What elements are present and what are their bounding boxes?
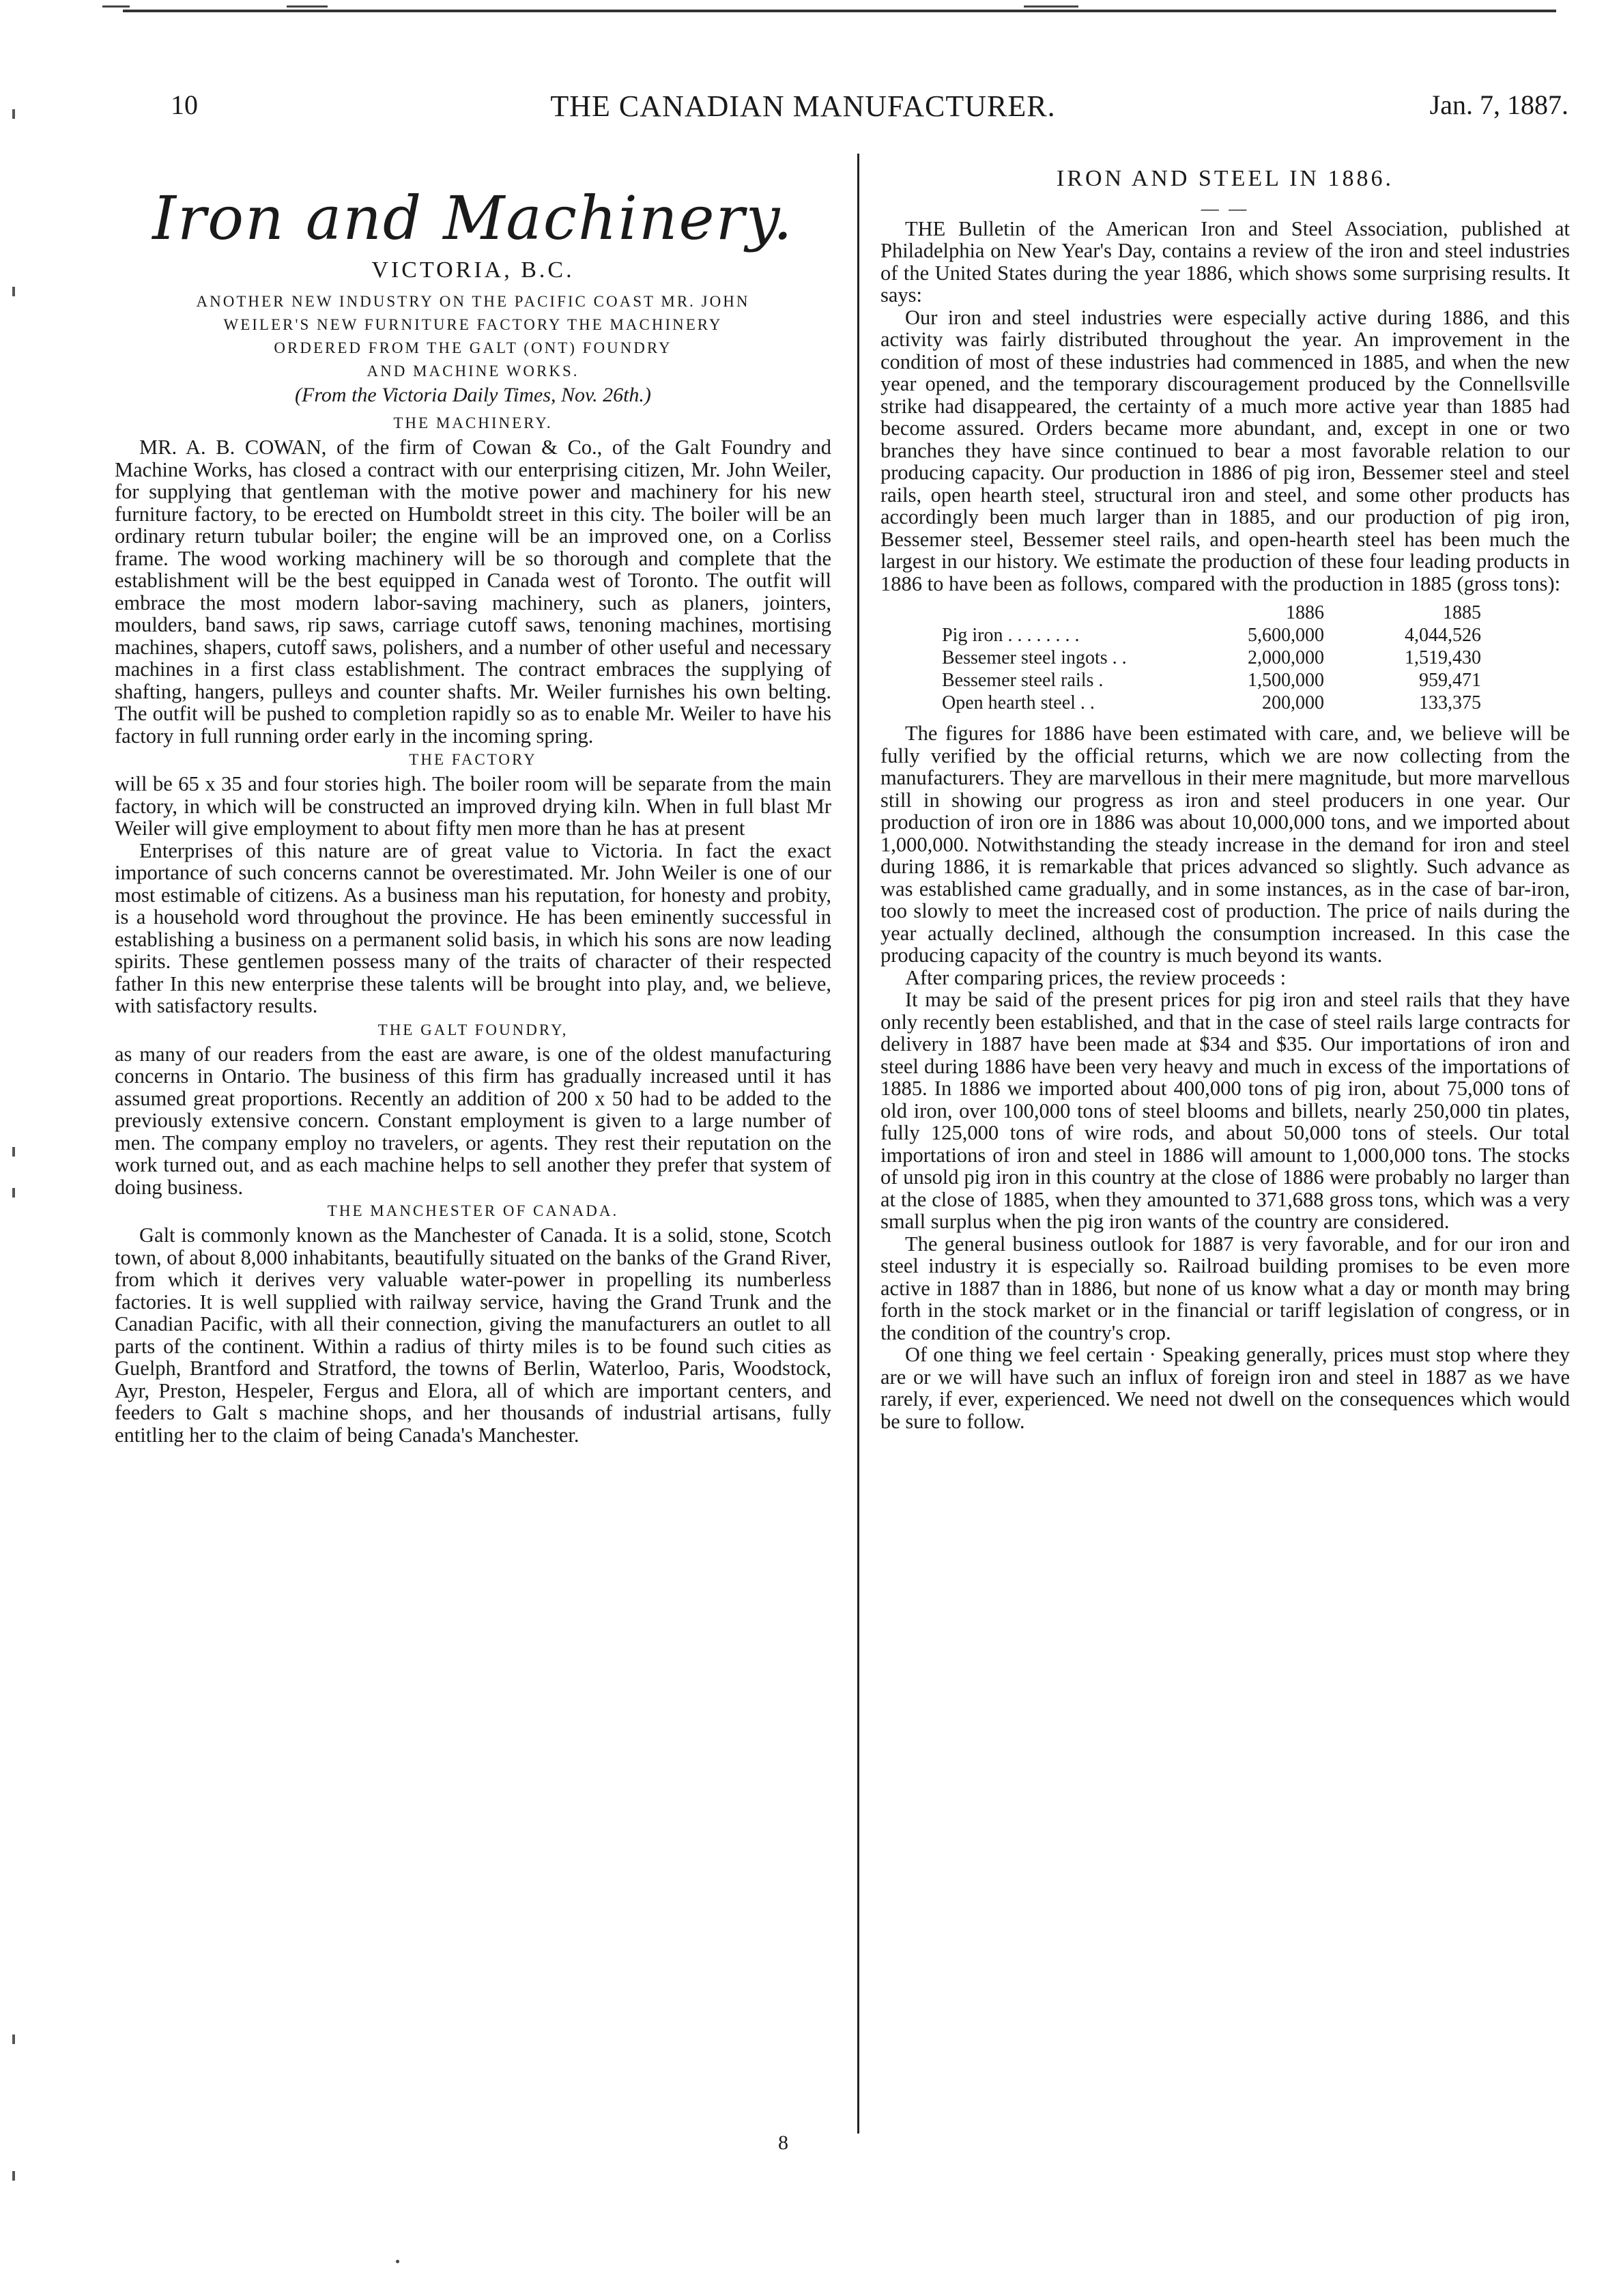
scan-speck — [287, 5, 328, 8]
column-header: 1886 — [1286, 602, 1324, 623]
paragraph: will be 65 x 35 and four stories high. The boiler room will be separate from the main factory, in which will be constructed an improved drying kiln. When in full blast Mr Weiler will give employment to about fifty men more than he has at present — [115, 772, 831, 840]
subsection-heading: THE MANCHESTER OF CANADA. — [327, 1202, 619, 1219]
subsection-heading: THE MACHINERY. — [393, 414, 553, 431]
paragraph: After comparing prices, the review proceeds : — [905, 965, 1287, 989]
subheading-line: WEILER'S NEW FURNITURE FACTORY THE MACHINERY — [223, 315, 723, 333]
subheading-line: ORDERED FROM THE GALT (ONT) FOUNDRY — [274, 339, 672, 356]
scan-speck — [1024, 5, 1078, 8]
masthead: THE CANADIAN MANUFACTURER. — [550, 89, 1056, 123]
table-row — [880, 669, 1570, 692]
table-row — [880, 624, 1570, 647]
cell: 4,044,526 — [1405, 625, 1481, 646]
paragraph: The general business outlook for 1887 is very favorable, and for our iron and steel industry it is especially so. Railroad building promises to be even more active in 1887 than in 1886, but none of us know what a day or month may bring forth in the stock market or in the financial or tariff legislation of congress, or in the condition of the country's crop. — [880, 1232, 1570, 1344]
production-table — [880, 601, 1570, 714]
row-label: Bessemer steel rails . — [942, 670, 1104, 691]
title-rule: — — — [1201, 198, 1250, 218]
top-edge-rule — [123, 10, 1556, 12]
scan-left-edge-marks — [10, 82, 23, 2267]
cell: 2,000,000 — [1248, 647, 1324, 668]
row-label: Pig iron . . . . . . . . — [942, 625, 1080, 646]
right-column — [880, 157, 1570, 1432]
cell: 133,375 — [1419, 692, 1481, 713]
left-column — [115, 157, 831, 1446]
scan-top-edge — [0, 0, 1606, 22]
article-title: IRON AND STEEL IN 1886. — [1057, 166, 1394, 191]
subsection-heading: THE FACTORY — [409, 751, 537, 768]
cell: 1,519,430 — [1405, 647, 1481, 668]
table-row — [880, 647, 1570, 669]
article-title: VICTORIA, B.C. — [371, 257, 575, 283]
subheading-line: ANOTHER NEW INDUSTRY ON THE PACIFIC COAST MR. JOHN — [196, 292, 750, 310]
paragraph: MR. A. B. COWAN, of the firm of Cowan & Co., of the Galt Foundry and Machine Works, has closed a contract with our enterprising citizen, Mr. John Weiler, for supplying that gentleman with the motive power and machinery for his new furniture factory, to be erected on Humboldt street in this city. The boiler will be an ordinary return tubular boiler; the engine will be an improved one, on a Corliss frame. The wood working machinery will be so thorough and complete that the establishment will be the best equipped in Canada west of Toronto. The outfit will embrace the most modern labor-saving machinery, such as planers, jointers, moulders, band saws, rip saws, carriage cutoff saws, tenoning machines, mortising machines, shapers, cutoff saws, polishers, and a number of other useful and necessary machines in a first class establishment. The contract embraces the supplying of shafting, hangers, pulleys and counter shafts. Mr. Weiler furnishes his own belting. The outfit will be pushed to completion rapidly so as to enable Mr. Weiler to have his factory in full running order early in the incoming spring. — [115, 436, 831, 748]
paragraph: It may be said of the present prices for pig iron and steel rails that they have only recently been established, and that in the case of steel rails large contracts for delivery in 1887 have been made at $34 and $35. Our importations of iron and steel during 1886 have been very heavy and much in excess of the importations of 1885. In 1886 we imported about 400,000 tons of pig iron, about 75,000 tons of old iron, over 100,000 tons of steel blooms and billets, nearly 250,000 tin plates, fully 125,000 tons of wire rods, and about 50,000 tons of steels. Our total importations of iron and steel in 1886 will amount to 1,000,000 tons. The stocks of unsold pig iron in this country at the close of 1886 were probably no larger than at the close of 1885, when they amounted to 371,688 gross tons, which was a very small surplus when the pig iron wants of the country are considered. — [880, 988, 1570, 1233]
paragraph: Our iron and steel industries were especially active during 1886, and this activity was fairly distributed throughout the year. An improvement in the condition of most of these industries had commenced in 1885, and when the new year opened, and the temporary discouragement produced by the Connellsville strike had disappeared, the certainty of a much more active year than 1885 had become assured. Orders became more abundant, and, except in one or two branches they have since continued to bear a most favorable relation to our producing capacity. Our production in 1886 of pig iron, Bessemer steel and steel rails, open hearth steel, structural iron and steel, and some other products has accordingly been much larger than in 1885, and our production of pig iron, Bessemer steel, Bessemer steel rails, and open-hearth steel has been much the largest in our history. We estimate the production of these four leading products in 1886 to have been as follows, compared with the production in 1885 (gross tons): — [880, 305, 1570, 595]
scan-speck — [396, 2260, 399, 2263]
table-row — [880, 692, 1570, 714]
paragraph: Of one thing we feel certain · Speaking generally, prices must stop where they are or we will have such an influx of foreign iron and steel in 1887 as we have rarely, if ever, experienced. We need not dwell on the consequences which would be sure to follow. — [880, 1343, 1570, 1433]
page-number: 10 — [171, 89, 198, 120]
scan-speck — [102, 5, 130, 8]
source-credit: (From the Victoria Daily Times, Nov. 26th.) — [295, 383, 651, 406]
paragraph: Galt is commonly known as the Manchester of Canada. It is a solid, stone, Scotch town, of about 8,000 inhabitants, beautifully situated on the banks of the Grand River, from which it derives very valuable water-power in propelling its numberless factories. It is well supplied with railway service, having the Grand Trunk and the Canadian Pacific, with all their connection, giving the manufacturers an outlet to all parts of the continent. Within a radius of thirty miles is to be found such cities as Guelph, Brantford and Stratford, the towns of Berlin, Waterloo, Paris, Woodstock, Ayr, Preston, Hespeler, Fergus and Elora, all of which are important centers, and feeders to Galt s machine shops, and her thousands of industrial artisans, fully entitling her to the claim of being Canada's Manchester. — [115, 1223, 831, 1447]
page-footer-mark: 8 — [778, 2131, 788, 2154]
paragraph: THE Bulletin of the American Iron and Steel Association, published at Philadelphia on New Year's Day, contains a review of the iron and steel industries of the United States during the year 1886, which shows some surprising results. It says: — [880, 216, 1570, 307]
section-title: Iron and Machinery. — [152, 183, 794, 253]
cell: 5,600,000 — [1248, 625, 1324, 646]
row-label: Bessemer steel ingots . . — [942, 647, 1127, 668]
subheading-line: AND MACHINE WORKS. — [367, 362, 579, 380]
cell: 1,500,000 — [1248, 670, 1324, 691]
column-header: 1885 — [1443, 602, 1481, 623]
column-divider — [857, 154, 859, 2134]
subsection-heading: THE GALT FOUNDRY, — [377, 1021, 569, 1038]
paragraph: Enterprises of this nature are of great value to Victoria. In fact the exact importance of such concerns cannot be overestimated. Mr. John Weiler is one of our most estimable of citizens. As a business man his reputation, for honesty and probity, is a household word throughout the province. He has been eminently successful in establishing a business on a permanent solid basis, in which his sons are now leading spirits. These gentlemen possess many of the traits of character of their respected father In this new enterprise these talents will be brought into play, and, we believe, with satisfactory results. — [115, 838, 831, 1017]
paragraph: as many of our readers from the east are aware, is one of the oldest manufacturing concerns in Ontario. The business of this firm has gradually increased until it has assumed great proportions. Recently an addition of 200 x 50 had to be added to the previously extensive concern. Constant employment is given to a large number of men. The company employ no travelers, or agents. They rest their reputation on the work turned out, and as each machine helps to sell another they prefer that system of doing business. — [115, 1042, 831, 1199]
cell: 200,000 — [1262, 692, 1324, 713]
table-header — [880, 601, 1570, 624]
paragraph: The figures for 1886 have been estimated with care, and, we believe will be fully verified by the official returns, which we are now collecting from the manufacturers. They are marvellous in their mere magnitude, but more marvellous still in showing our progress as iron and steel producers in one year. Our production of iron ore in 1886 was about 10,000,000 tons, and we imported about 1,000,000. Notwithstanding the steady increase in the demand for iron and steel during 1886, it is remarkable that prices advanced so slightly. Such advance as was established came gradually, and in some instances, as in the case of bar-iron, too slowly to meet the increased cost of production. The price of nails during the year actually declined, although the consumption increased. In this case the producing capacity of the country is much beyond its wants. — [880, 722, 1570, 967]
row-label: Open hearth steel . . — [942, 692, 1095, 713]
page-header — [0, 89, 1606, 130]
cell: 959,471 — [1419, 670, 1481, 691]
issue-date: Jan. 7, 1887. — [1429, 89, 1568, 120]
